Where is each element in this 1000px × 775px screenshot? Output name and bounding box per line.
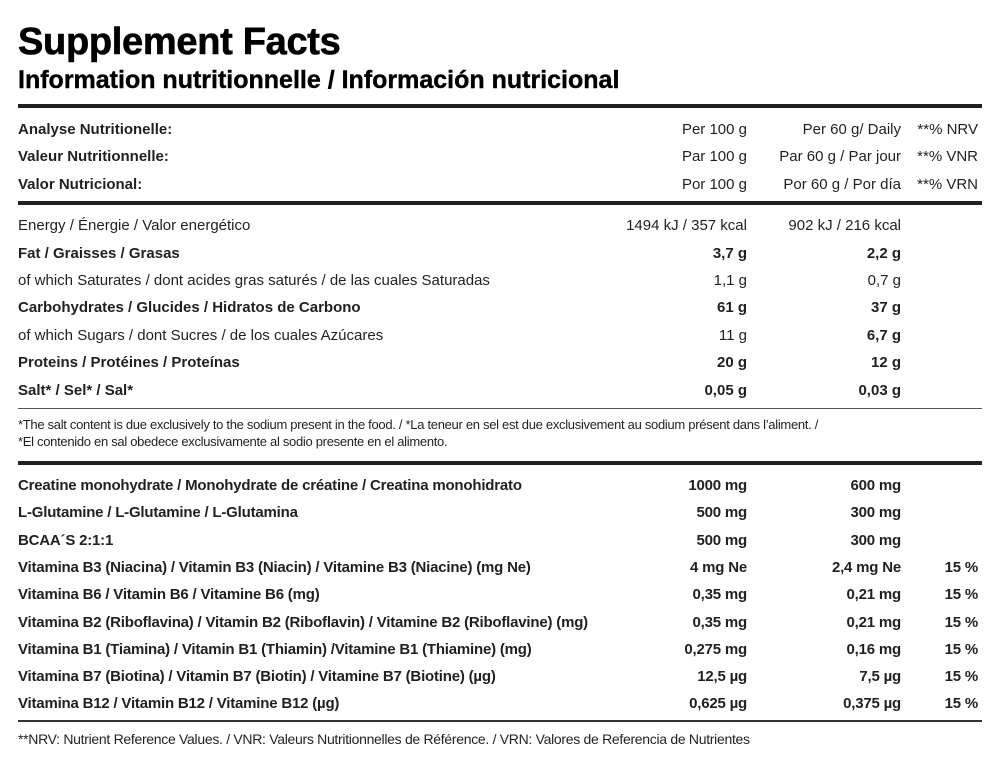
nutrient-per-serving: 0,03 g — [858, 382, 901, 399]
ingredient-ref: 15 % — [944, 695, 978, 712]
page-subtitle: Information nutritionnelle / Información nutricional — [18, 66, 620, 94]
nutrient-label: Proteins / Protéines / Proteínas — [18, 354, 240, 371]
nutrient-per100: 1,1 g — [713, 272, 747, 289]
header-label: Valor Nutricional: — [18, 176, 143, 193]
nutrient-per100: 0,05 g — [704, 382, 747, 399]
nutrient-row-proteins — [18, 349, 982, 376]
nutrient-per100: 3,7 g — [712, 245, 747, 262]
ingredient-row — [18, 499, 982, 526]
ingredient-label: BCAA´S 2:1:1 — [18, 532, 114, 549]
nutrient-per100: 11 g — [718, 327, 747, 344]
ingredient-row — [18, 636, 982, 663]
nutrient-row-sugars — [18, 322, 982, 349]
header-ref: **% NRV — [917, 121, 978, 138]
nrv-footnote: **NRV: Nutrient Reference Values. / VNR: Valeurs Nutritionnelles de Référence. / VRN: Valores de Referencia de Nutrientes — [18, 731, 750, 747]
header-ref: **% VRN — [917, 176, 978, 193]
ingredient-per-serving: 7,5 µg — [859, 668, 901, 685]
header-per-serving: Per 60 g/ Daily — [802, 121, 901, 138]
ingredient-per100: 1000 mg — [688, 477, 747, 494]
ingredient-label: Vitamina B6 / Vitamin B6 / Vitamine B6 (mg) — [18, 586, 320, 603]
ingredient-row — [18, 609, 982, 636]
nutrient-row-carbohydrates — [18, 294, 982, 321]
column-header-row-en — [18, 116, 982, 143]
ingredient-label: Vitamina B3 (Niacina) / Vitamin B3 (Niacin) / Vitamine B3 (Niacine) (mg Ne) — [18, 559, 531, 576]
ingredient-row — [18, 663, 982, 690]
nutrient-per-serving: 37 g — [870, 299, 901, 316]
header-per100: Per 100 g — [681, 121, 747, 138]
ingredient-label: Vitamina B1 (Tiamina) / Vitamin B1 (Thiamin) /Vitamine B1 (Thiamine) (mg) — [18, 641, 532, 658]
nutrient-per-serving: 6,7 g — [866, 327, 901, 344]
nutrient-row-saturates — [18, 267, 982, 294]
nutrient-per100: 61 g — [716, 299, 747, 316]
nutrient-row-energy — [18, 212, 982, 239]
header-ref: **% VNR — [917, 148, 978, 165]
salt-footnote — [18, 416, 982, 450]
nutrient-per100: 20 g — [716, 354, 747, 371]
divider-header — [18, 201, 982, 205]
nutrient-per-serving: 2,2 g — [866, 245, 901, 262]
ingredient-per-serving: 300 mg — [850, 532, 901, 549]
ingredient-per100: 12,5 µg — [697, 668, 747, 685]
nutrient-label: of which Saturates / dont acides gras saturés / de las cuales Saturadas — [18, 272, 490, 289]
header-per-serving: Por 60 g / Por día — [783, 176, 901, 193]
divider-top — [18, 104, 982, 108]
ingredient-ref: 15 % — [944, 668, 978, 685]
ingredient-per100: 4 mg Ne — [690, 559, 747, 576]
nutrient-label: Carbohydrates / Glucides / Hidratos de Carbono — [18, 299, 361, 316]
column-header-row-es — [18, 171, 982, 198]
ingredient-row — [18, 472, 982, 499]
divider-bottom — [18, 720, 982, 722]
ingredient-label: Vitamina B7 (Biotina) / Vitamin B7 (Biotin) / Vitamine B7 (Biotine) (µg) — [18, 668, 496, 685]
ingredient-label: Vitamina B12 / Vitamin B12 / Vitamine B12 (µg) — [18, 695, 340, 712]
ingredient-per100: 500 mg — [696, 532, 747, 549]
ingredient-per-serving: 0,16 mg — [846, 641, 901, 658]
column-header-row-fr — [18, 143, 982, 170]
divider-nutrients — [18, 408, 982, 409]
ingredient-per-serving: 0,375 µg — [843, 695, 901, 712]
ingredient-per-serving: 300 mg — [850, 504, 901, 521]
page-title: Supplement Facts — [18, 21, 341, 63]
ingredient-ref: 15 % — [944, 641, 978, 658]
nutrient-row-fat — [18, 240, 982, 267]
nutrient-row-salt — [18, 377, 982, 404]
ingredient-ref: 15 % — [944, 586, 978, 603]
nutrient-label: Energy / Énergie / Valor energético — [18, 217, 251, 234]
ingredient-row — [18, 581, 982, 608]
ingredient-per100: 500 mg — [696, 504, 747, 521]
nutrient-per-serving: 0,7 g — [867, 272, 901, 289]
ingredient-per100: 0,35 mg — [692, 586, 747, 603]
ingredient-label: L-Glutamine / L-Glutamine / L-Glutamina — [18, 504, 298, 521]
nutrient-label: of which Sugars / dont Sucres / de los cuales Azúcares — [18, 327, 384, 344]
ingredient-row — [18, 554, 982, 581]
salt-footnote-line2: *El contenido en sal obedece exclusivamente al sodio presente en el alimento. — [18, 434, 448, 449]
header-label: Analyse Nutritionelle: — [18, 121, 173, 138]
nutrient-per-serving: 902 kJ / 216 kcal — [788, 217, 901, 234]
header-per-serving: Par 60 g / Par jour — [779, 148, 901, 165]
nutrient-label: Salt* / Sel* / Sal* — [18, 382, 134, 399]
nutrient-per-serving: 12 g — [870, 354, 901, 371]
ingredient-per-serving: 2,4 mg Ne — [831, 559, 901, 576]
ingredient-per100: 0,35 mg — [692, 614, 747, 631]
ingredient-per-serving: 600 mg — [850, 477, 901, 494]
ingredient-label: Vitamina B2 (Riboflavina) / Vitamin B2 (Riboflavin) / Vitamine B2 (Riboflavine) (mg) — [18, 614, 588, 631]
ingredient-per100: 0,275 mg — [684, 641, 747, 658]
ingredient-per-serving: 0,21 mg — [846, 614, 901, 631]
ingredient-row — [18, 690, 982, 717]
ingredient-label: Creatine monohydrate / Monohydrate de créatine / Creatina monohidrato — [18, 477, 522, 494]
nutrient-per100: 1494 kJ / 357 kcal — [626, 217, 747, 234]
ingredient-row — [18, 527, 982, 554]
ingredient-ref: 15 % — [944, 559, 978, 576]
salt-footnote-line1: *The salt content is due exclusively to the sodium present in the food. / *La teneur en sel est due exclusivement au sodium présent dans l’aliment. / — [18, 417, 819, 432]
ingredient-per100: 0,625 µg — [689, 695, 747, 712]
nutrient-label: Fat / Graisses / Grasas — [18, 245, 180, 262]
header-label: Valeur Nutritionnelle: — [18, 148, 169, 165]
ingredient-ref: 15 % — [944, 614, 978, 631]
header-per100: Par 100 g — [681, 148, 747, 165]
ingredient-per-serving: 0,21 mg — [846, 586, 901, 603]
divider-ingredients — [18, 461, 982, 465]
header-per100: Por 100 g — [681, 176, 747, 193]
